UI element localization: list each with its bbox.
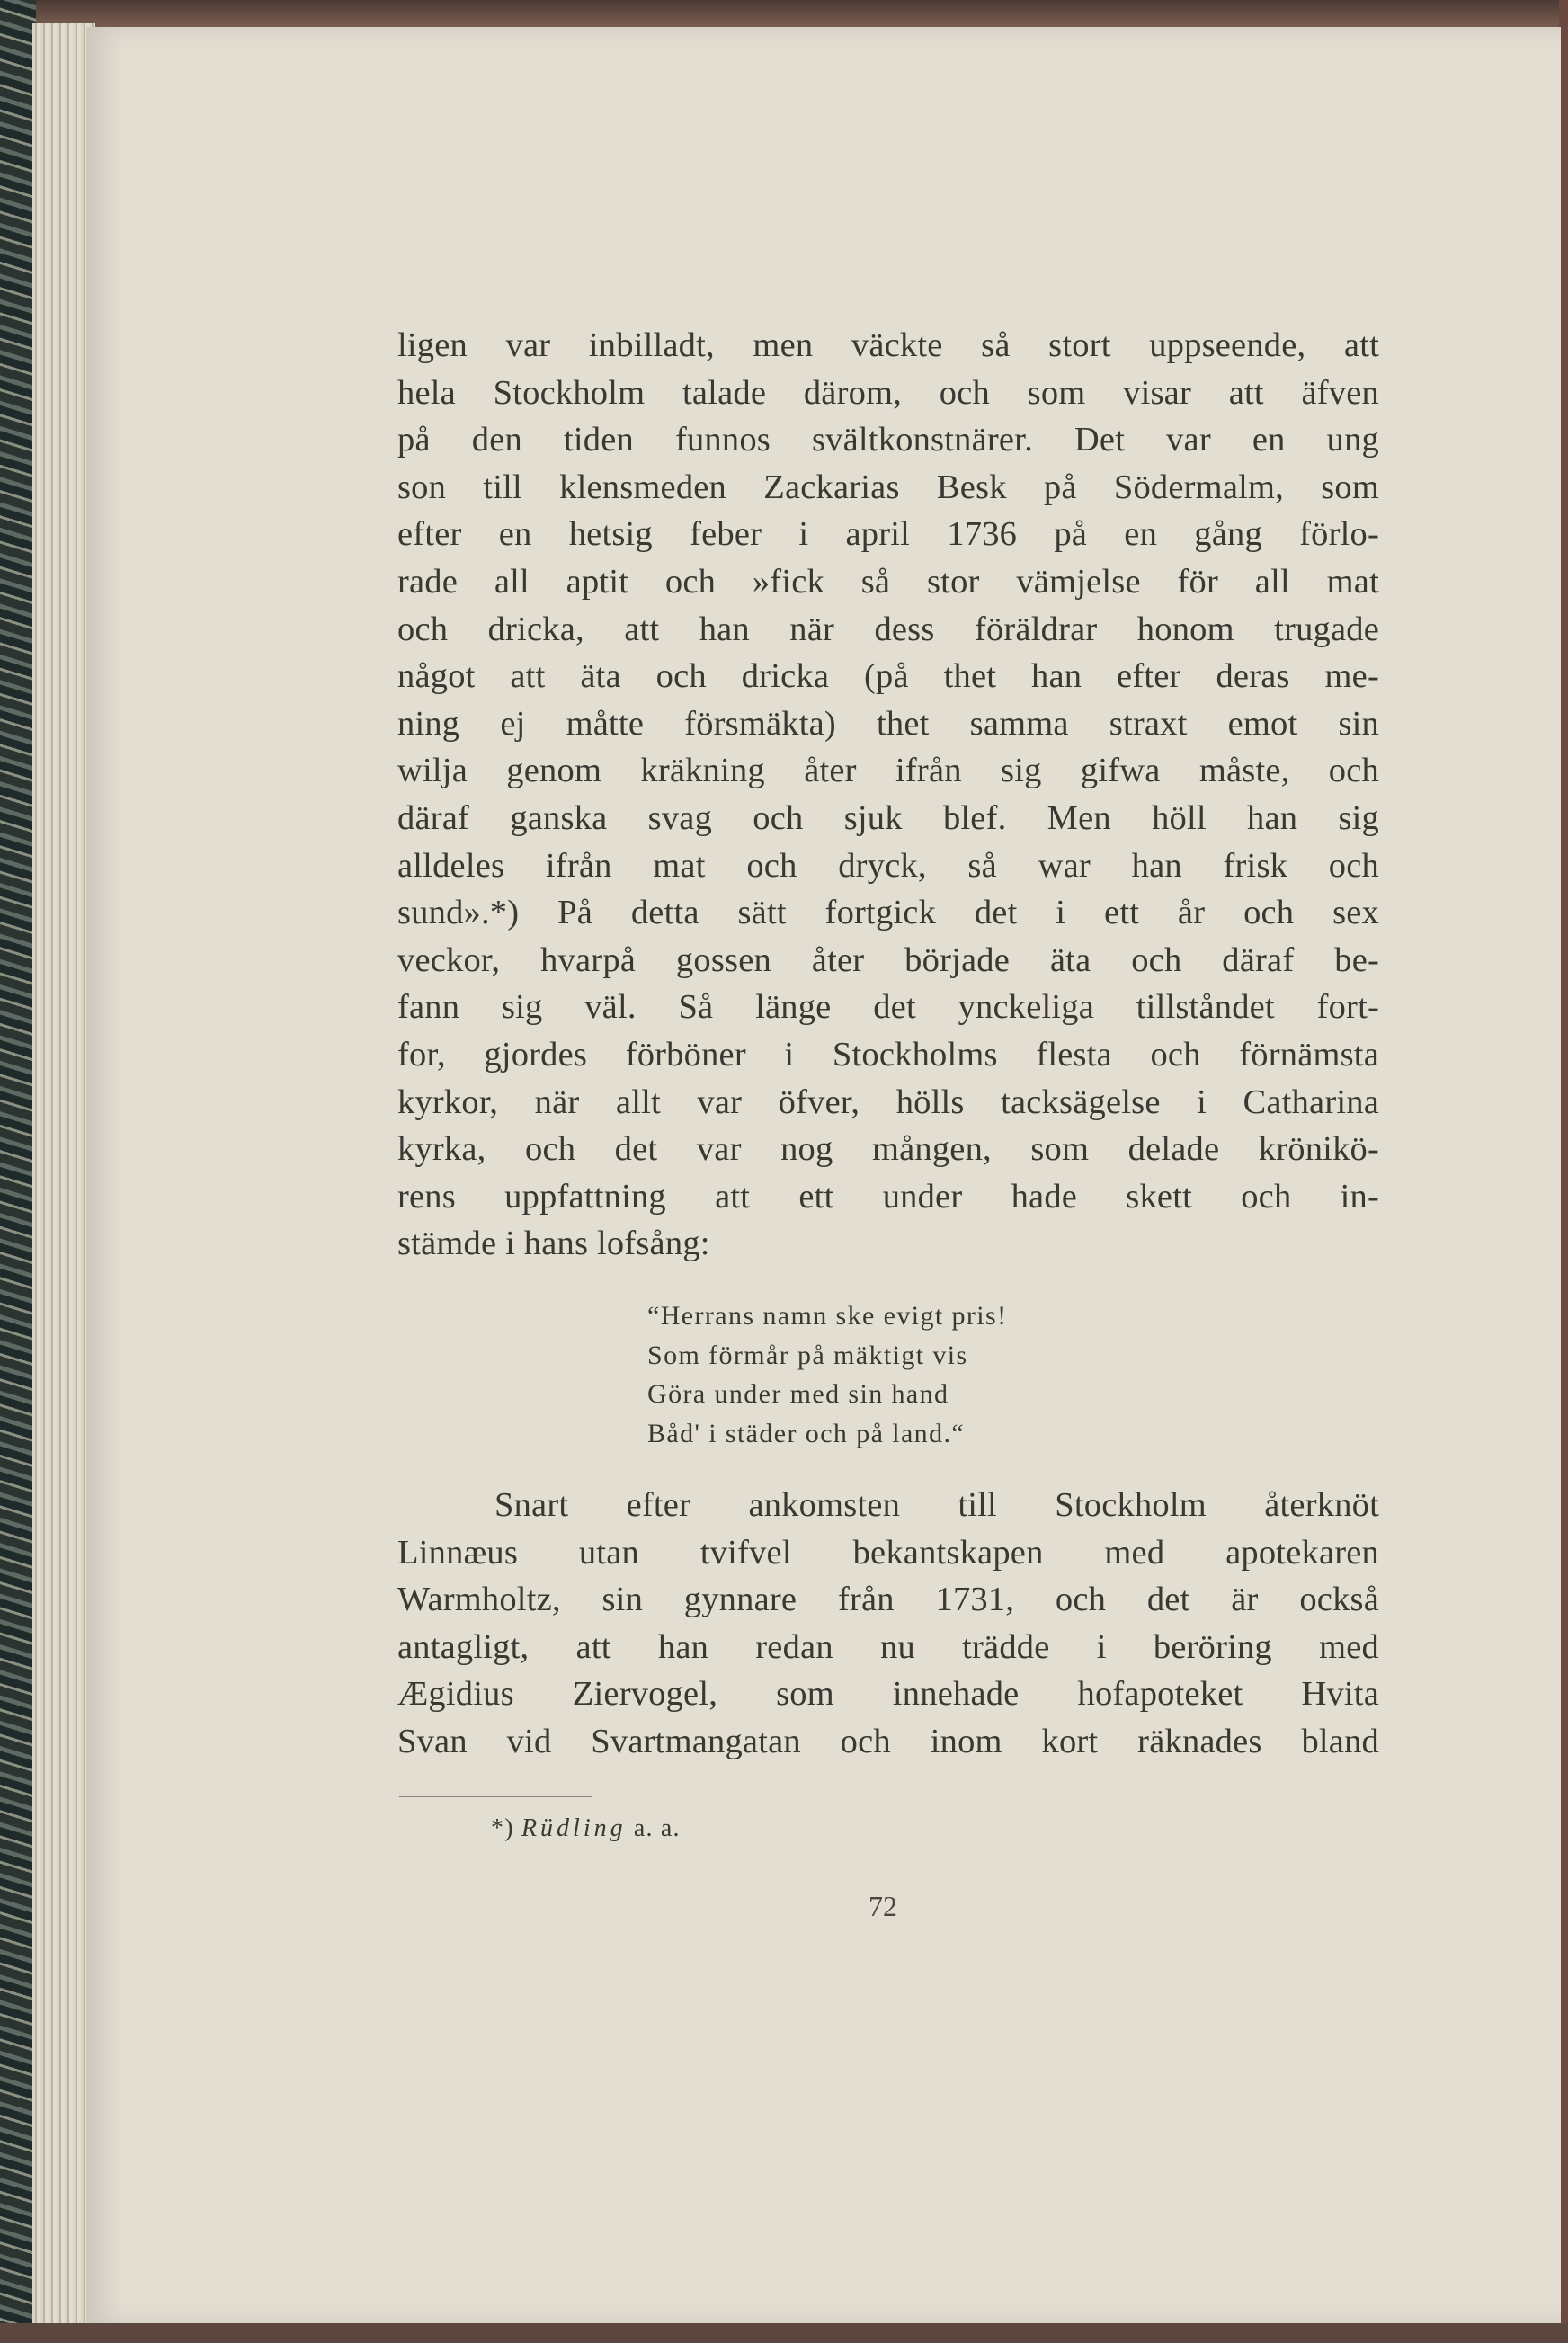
text-line: ligen var inbilladt, men väckte så stort uppseende, att bbox=[397, 326, 1379, 364]
text-line: ning ej måtte försmäkta) thet samma straxt emot sin bbox=[397, 704, 1379, 743]
text-line: rens uppfattning att ett under hade skett och in- bbox=[397, 1177, 1379, 1216]
text-line: Svan vid Svartmangatan och inom kort räknades bland bbox=[397, 1722, 1379, 1760]
footnote-reference: a. a. bbox=[633, 1814, 681, 1842]
text-line: alldeles ifrån mat och dryck, så war han frisk och bbox=[397, 846, 1379, 885]
footnote bbox=[491, 1814, 681, 1843]
verse-quote bbox=[647, 1296, 1007, 1453]
page-number: 72 bbox=[869, 1890, 897, 1922]
text-line: sund».*) På detta sätt fortgick det i ett år och sex bbox=[397, 894, 1379, 932]
footnote-author: Rüdling bbox=[521, 1814, 627, 1842]
verse-line: Som förmår på mäktigt vis bbox=[647, 1340, 968, 1370]
text-line: Ægidius Ziervogel, som innehade hofapoteket Hvita bbox=[397, 1675, 1379, 1714]
text-line: son till klensmeden Zackarias Besk på Södermalm, som bbox=[397, 468, 1379, 506]
text-line: kyrkor, när allt var öfver, hölls tacksägelse i Catharina bbox=[397, 1082, 1379, 1121]
text-line: kyrka, och det var nog mången, som delade krönikö- bbox=[397, 1130, 1379, 1169]
body-paragraph-1 bbox=[397, 322, 1379, 1268]
text-line: wilja genom kräkning åter ifrån sig gifwa måste, och bbox=[397, 752, 1379, 790]
footnote-marker: *) bbox=[491, 1814, 514, 1842]
text-line: fann sig väl. Så länge det ynckeliga tillståndet fort- bbox=[397, 988, 1379, 1027]
text-line: och dricka, att han när dess föräldrar honom trugade bbox=[397, 610, 1379, 648]
verse-line: Båd' i städer och på land.“ bbox=[647, 1418, 966, 1448]
cover-bottom-edge bbox=[0, 2323, 1568, 2343]
cover-top-edge bbox=[0, 0, 1568, 31]
text-line: Linnæus utan tvifvel bekantskapen med apotekaren bbox=[397, 1533, 1379, 1572]
footnote-divider bbox=[399, 1796, 592, 1797]
text-line: stämde i hans lofsång: bbox=[397, 1225, 710, 1263]
text-line: däraf ganska svag och sjuk blef. Men höll han sig bbox=[397, 798, 1379, 837]
text-line: Snart efter ankomsten till Stockholm återknöt bbox=[494, 1486, 1379, 1524]
text-line: hela Stockholm talade därom, och som visar att äfven bbox=[397, 373, 1379, 412]
verse-line: Göra under med sin hand bbox=[647, 1379, 949, 1409]
text-line: veckor, hvarpå gossen åter började äta och däraf be- bbox=[397, 940, 1379, 979]
text-line: antagligt, att han redan nu trädde i beröring med bbox=[397, 1627, 1379, 1666]
verse-line: “Herrans namn ske evigt pris! bbox=[647, 1301, 1008, 1331]
text-line: Warmholtz, sin gynnare från 1731, och det är också bbox=[397, 1581, 1379, 1619]
text-line: efter en hetsig feber i april 1736 på en gång förlo- bbox=[397, 515, 1379, 554]
text-line: for, gjordes förböner i Stockholms flesta och förnämsta bbox=[397, 1035, 1379, 1074]
text-line: något att äta och dricka (på thet han efter deras me- bbox=[397, 657, 1379, 696]
body-paragraph-2 bbox=[397, 1482, 1379, 1766]
text-line: rade all aptit och »fick så stor vämjelse för all mat bbox=[397, 562, 1379, 601]
text-line: på den tiden funnos svältkonstnärer. Det var en ung bbox=[397, 421, 1379, 459]
marbled-endpaper bbox=[0, 0, 36, 2343]
